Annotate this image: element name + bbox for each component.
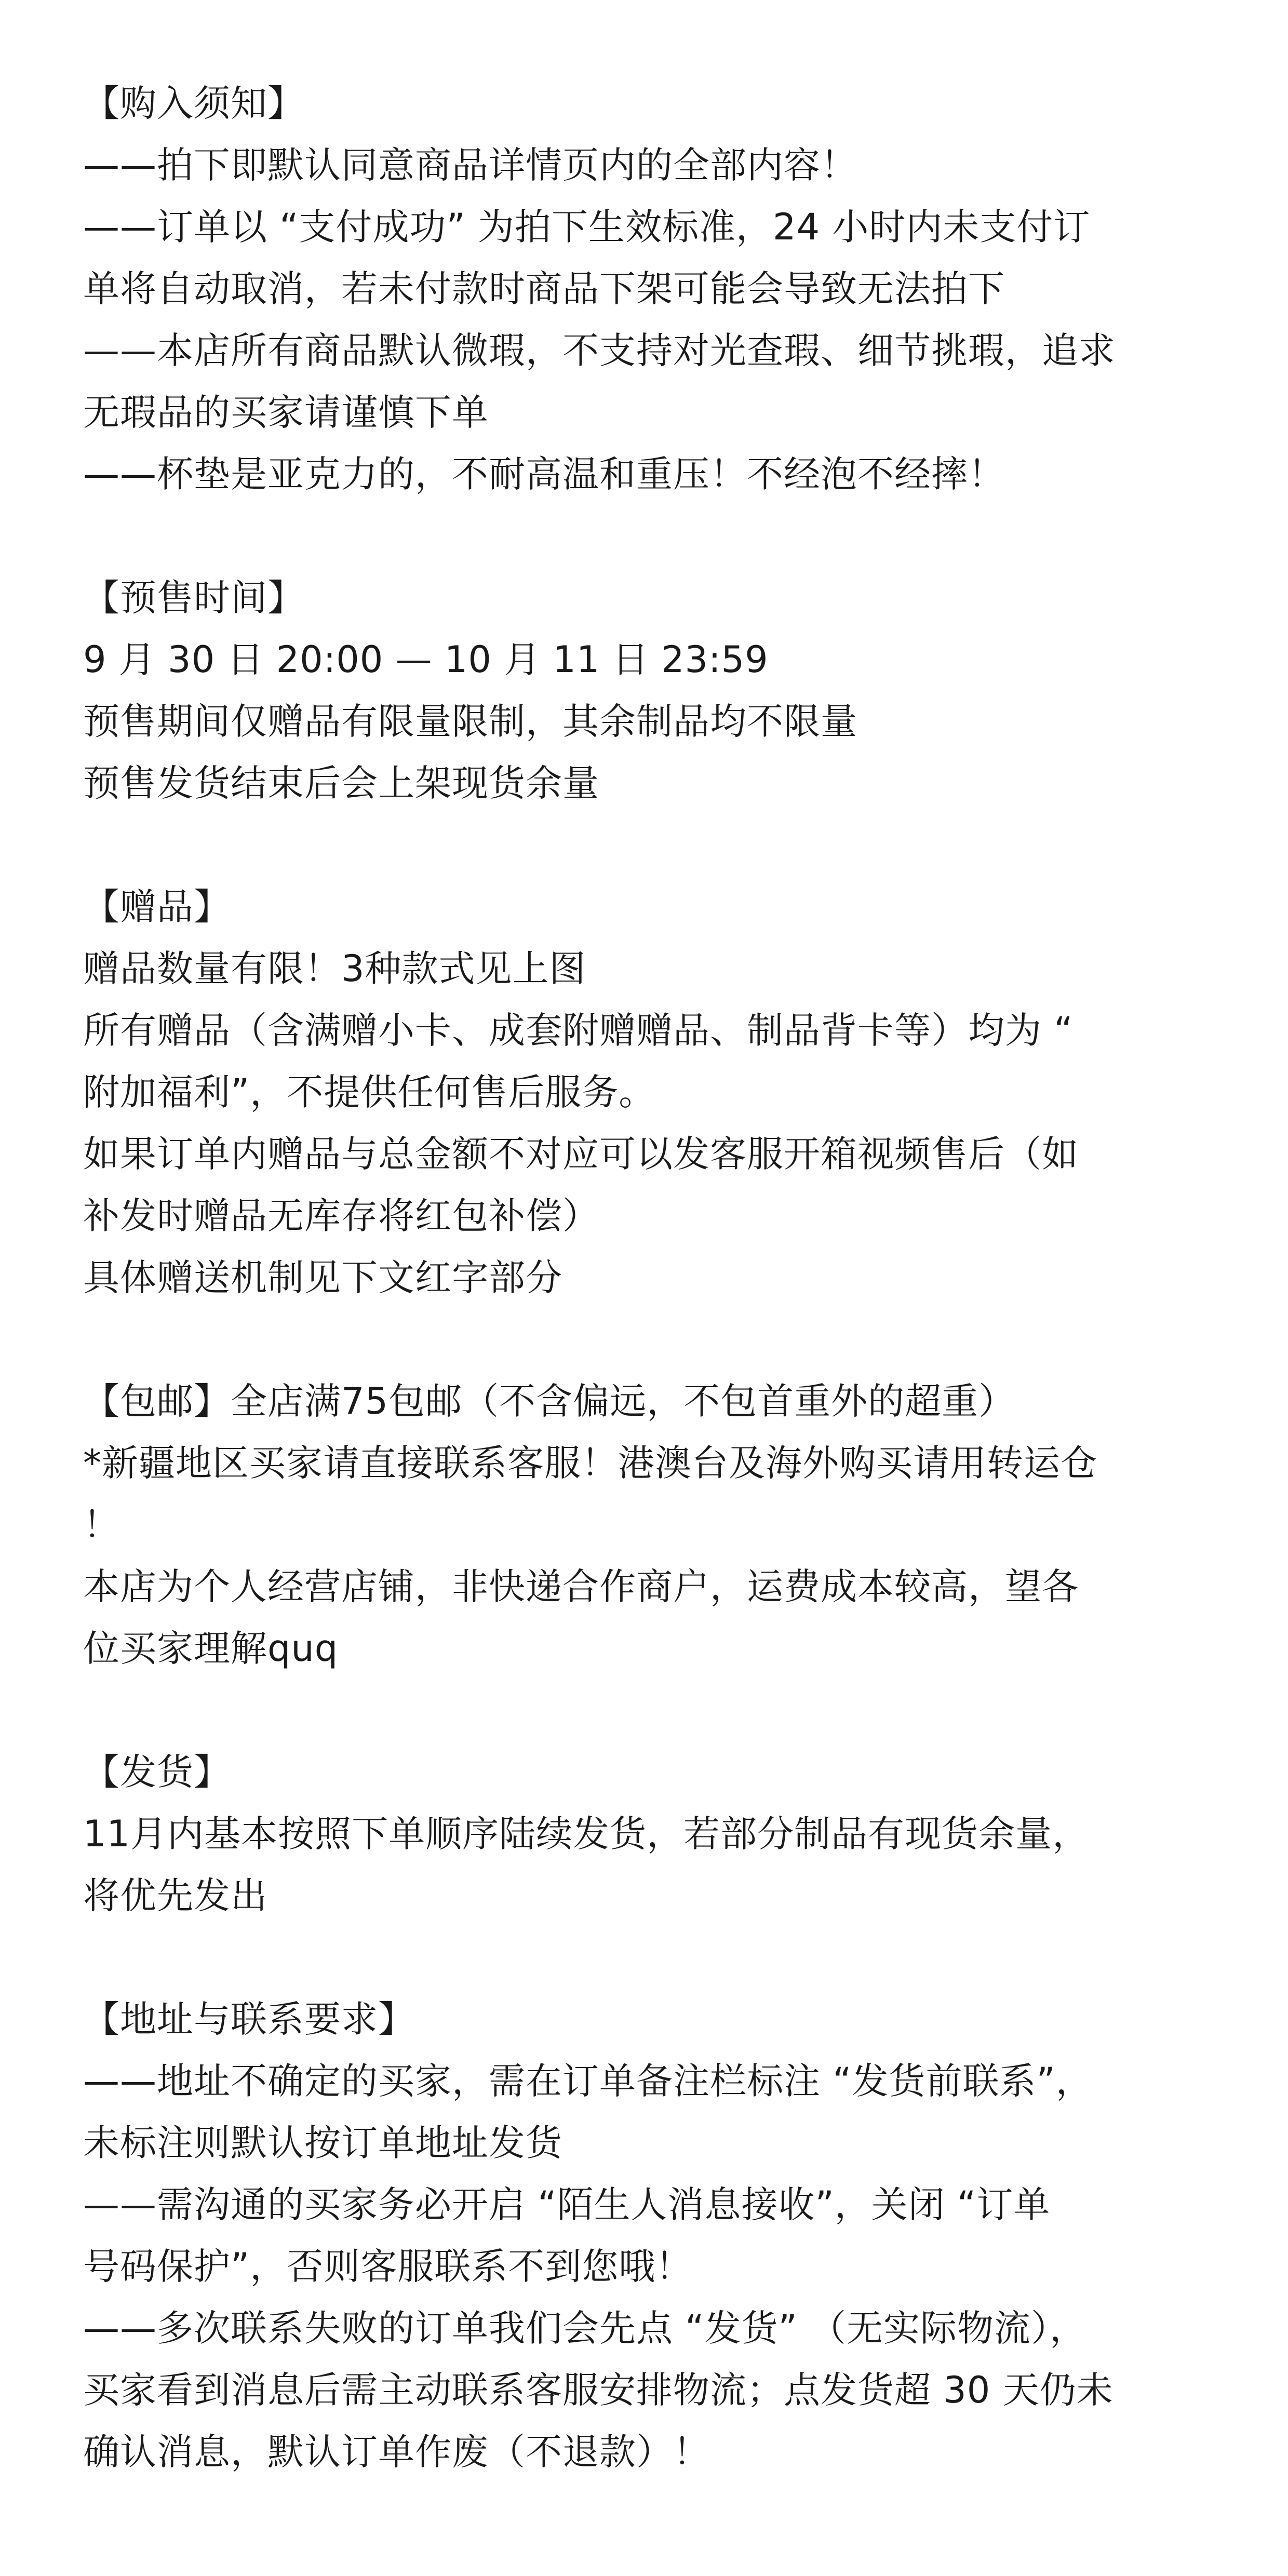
section-heading-line: 【购入须知】 [83, 82, 304, 125]
text-line: 如果订单内赠品与总金额不对应可以发客服开箱视频售后（如 [83, 1133, 1079, 1175]
text-line: 位买家理解quq [83, 1627, 339, 1670]
shipping-section [83, 1741, 1246, 1927]
text-line: *新疆地区买家请直接联系客服！港澳台及海外购买请用转运仓 [83, 1442, 1097, 1484]
text-line: 补发时赠品无库存将红包补偿） [83, 1195, 599, 1237]
section-heading-line: 【地址与联系要求】 [83, 1998, 415, 2041]
section-heading-line: 【预售时间】 [83, 576, 304, 619]
address-contact-section [83, 1989, 1246, 2483]
text-line: 赠品数量有限！3种款式见上图 [83, 947, 586, 990]
text-line: ——杯垫是亚克力的，不耐高温和重压！不经泡不经摔！ [83, 453, 1005, 495]
text-line: ——地址不确定的买家，需在订单备注栏标注 “发货前联系”， [83, 2060, 1093, 2102]
text-line: ！ [83, 1504, 120, 1546]
gifts-section [83, 876, 1246, 1309]
text-line: 无瑕品的买家请谨慎下单 [83, 391, 489, 434]
text-line: ——拍下即默认同意商品详情页内的全部内容！ [83, 144, 857, 186]
section-heading-line: 【赠品】 [83, 886, 231, 928]
text-line: 附加福利”，不提供任何售后服务。 [83, 1071, 656, 1113]
text-line: 买家看到消息后需主动联系客服安排物流；点发货超 30 天仍未 [83, 2369, 1113, 2411]
text-line: 号码保护”，否则客服联系不到您哦！ [83, 2245, 693, 2288]
presale-time-section [83, 567, 1246, 814]
text-line: 确认消息，默认订单作废（不退款）！ [83, 2431, 710, 2473]
notice-document [83, 73, 1246, 2483]
text-line: 预售发货结束后会上架现货余量 [83, 762, 599, 804]
text-line: 具体赠送机制见下文红字部分 [83, 1256, 562, 1299]
text-line: 11月内基本按照下单顺序陆续发货，若部分制品有现货余量， [83, 1813, 1090, 1855]
text-line: ——订单以 “支付成功” 为拍下生效标准，24 小时内未支付订 [83, 206, 1091, 248]
text-line: 未标注则默认按订单地址发货 [83, 2122, 562, 2164]
text-line: 所有赠品（含满赠小卡、成套附赠赠品、制品背卡等）均为 “ [83, 1009, 1074, 1052]
section-heading-line: 【发货】 [83, 1751, 231, 1793]
purchase-notice-section [83, 73, 1246, 505]
text-line: 9 月 30 日 20:00 — 10 月 11 日 23:59 [83, 638, 769, 681]
text-line: 本店为个人经营店铺，非快递合作商户，运费成本较高，望各 [83, 1565, 1079, 1608]
text-line: 将优先发出 [83, 1874, 267, 1917]
text-line: 单将自动取消，若未付款时商品下架可能会导致无法拍下 [83, 267, 1005, 310]
section-heading-line: 【包邮】全店满75包邮（不含偏远，不包首重外的超重） [83, 1380, 1016, 1423]
text-line: ——需沟通的买家务必开启 “陌生人消息接收”，关闭 “订单 [83, 2183, 1051, 2226]
free-shipping-section [83, 1371, 1246, 1680]
text-line: 预售期间仅赠品有限量限制，其余制品均不限量 [83, 700, 857, 743]
text-line: ——多次联系失败的订单我们会先点 “发货” （无实际物流）， [83, 2307, 1087, 2350]
text-line: ——本店所有商品默认微瑕，不支持对光查瑕、细节挑瑕，追求 [83, 329, 1116, 372]
